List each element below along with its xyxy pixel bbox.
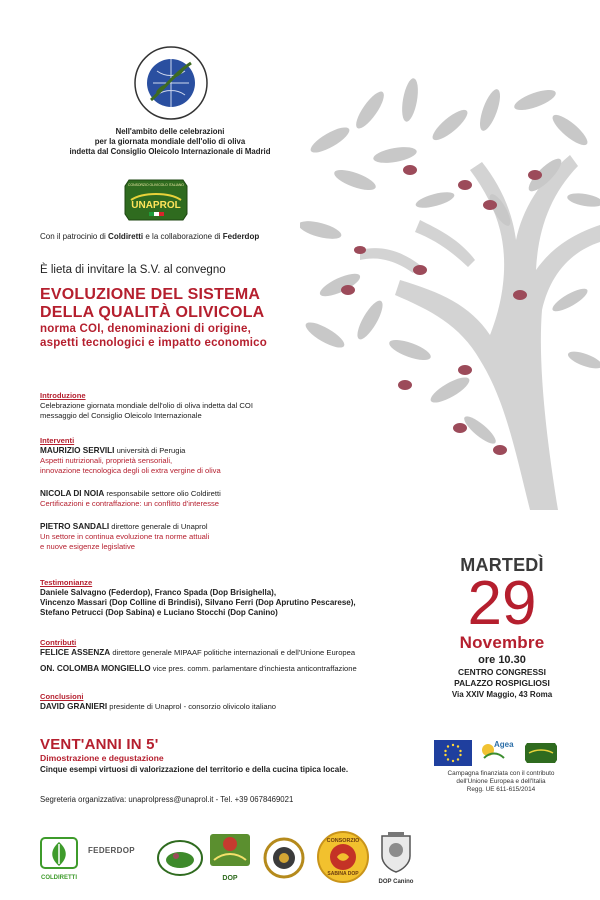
coldiretti-logo [38, 836, 80, 880]
speaker-3-topic-1: Un settore in continua evoluzione tra norme attuali [40, 532, 210, 541]
unaprol-logo-top-text: CONSORZIO OLIVICOLO ITALIANO [128, 183, 184, 187]
header-line-1: Nell'ambito delle celebrazioni [115, 127, 225, 136]
conclusioni-heading: Conclusioni [40, 692, 84, 701]
speaker-2-topic-1: Certificazioni e contraffazione: un conflitto d'interesse [40, 499, 220, 508]
speaker-3-topic-2: e nuove esigenze legislative [40, 542, 135, 551]
consorzio-top-label: CONSORZIO [326, 838, 360, 844]
consorzio-sabina-logo [316, 830, 370, 884]
introduzione-line-1: Celebrazione giornata mondiale dell'olio di oliva indetta dal COI [40, 401, 253, 410]
agea-label: Agea [494, 740, 514, 749]
conclusioni-line [40, 702, 400, 712]
unaprol-small-logo [524, 742, 558, 764]
title-line-2: DELLA QUALITÀ OLIVICOLA [40, 304, 265, 321]
speaker-3-name: PIETRO SANDALI [40, 522, 110, 531]
dop-label: DOP [222, 875, 238, 882]
contributi-heading: Contributi [40, 638, 77, 647]
invite-line: È lieta di invitare la S.V. al convegno [40, 264, 226, 276]
conclusioni-name: DAVID GRANIERI [40, 702, 108, 711]
speaker-2-role: responsabile settore olio Coldiretti [104, 489, 221, 498]
contributo-1-name: FELICE ASSENZA [40, 648, 111, 657]
subtitle-line-2: aspetti tecnologici e impatto economico [40, 337, 267, 349]
contributo-2 [40, 664, 420, 674]
patronage-line [40, 232, 259, 241]
testimonianze-line-3: Stefano Petrucci (Dop Sabina) e Luciano Stocchi (Dop Canino) [40, 608, 278, 617]
introduzione-line-2: messaggio del Consiglio Oleicolo Internazionale [40, 411, 202, 420]
patronage-prefix: Con il patrocinio di [40, 232, 109, 241]
speaker-3-role: direttore generale di Unaprol [109, 522, 208, 531]
subtitle-line-1: norma COI, denominazioni di origine, [40, 323, 252, 335]
event-venue-2: PALAZZO ROSPIGLIOSI [454, 678, 550, 688]
patronage-org-federdop: Federdop [222, 232, 260, 241]
speaker-2-name: NICOLA DI NOIA [40, 489, 105, 498]
dop-brisighella-logo [156, 838, 204, 878]
dop-aprutino-logo [262, 836, 306, 880]
contributo-1-role: direttore generale MIPAAF politiche internazionali e dell'Unione Europea [110, 648, 356, 657]
consorzio-bottom-label: SABINA DOP [327, 871, 359, 877]
conclusioni-role: presidente di Unaprol - consorzio olivicolo italiano [107, 702, 277, 711]
patronage-org-coldiretti: Coldiretti [108, 232, 144, 241]
ventanni-description: Cinque esempi virtuosi di valorizzazione del territorio e della cucina tipica locale. [40, 765, 349, 774]
speaker-3 [40, 522, 360, 532]
ventanni-subtitle: Dimostrazione e degustazione [40, 753, 164, 763]
dop-canino-label: DOP Canino [378, 879, 414, 885]
event-time: ore 10.30 [478, 654, 526, 666]
interventi-heading: Interventi [40, 436, 75, 445]
contributo-2-role: vice pres. comm. parlamentare d'inchiesta anticontraffazione [150, 664, 357, 673]
testimonianze-line-1: Daniele Salvagno (Federdop), Franco Spada (Dop Brisighella), [40, 588, 277, 597]
funding-line-1: Campagna finanziata con il contributo [447, 770, 555, 777]
introduzione-heading: Introduzione [40, 391, 86, 400]
speaker-1-topic-1: Aspetti nutrizionali, proprietà sensoriali, [40, 456, 173, 465]
dop-canino-logo [374, 830, 418, 886]
header-line-3: indetta dal Consiglio Oleicolo Internazionale di Madrid [69, 147, 271, 156]
unaprol-logo-name: UNAPROL [131, 200, 181, 211]
funding-line-3: Regg. UE 611-615/2014 [466, 786, 536, 793]
funding-line-2: dell'Unione Europea e dell'Italia [456, 778, 546, 785]
event-month: Novembre [459, 633, 545, 652]
event-address: Via XXIV Maggio, 43 Roma [451, 690, 553, 699]
coi-globe-logo [133, 45, 209, 121]
event-venue-1: CENTRO CONGRESSI [458, 667, 546, 677]
segreteria-line: Segreteria organizzativa: unaprolpress@unaprol.it - Tel. +39 0678469021 [40, 795, 294, 804]
header-line-2: per la giornata mondiale dell'olio di oliva [94, 137, 246, 146]
event-weekday: MARTEDÌ [460, 555, 544, 575]
title-line-1: EVOLUZIONE DEL SISTEMA [40, 286, 261, 303]
speaker-2 [40, 489, 360, 499]
contributo-1 [40, 648, 420, 658]
contributo-2-name: ON. COLOMBA MONGIELLO [40, 664, 151, 673]
dop-colline-brindisi-logo [208, 830, 252, 884]
coldiretti-label: COLDIRETTI [41, 875, 77, 881]
speaker-1 [40, 446, 360, 456]
federdop-logo: FEDERDOP [88, 846, 135, 855]
speaker-1-topic-2: innovazione tecnologica degli oli extra vergine di oliva [40, 466, 221, 475]
event-day: 29 [467, 569, 537, 638]
speaker-1-name: MAURIZIO SERVILI [40, 446, 115, 455]
testimonianze-heading: Testimonianze [40, 578, 93, 587]
unaprol-logo [123, 178, 189, 222]
agea-logo [480, 738, 520, 768]
eu-flag-logo [434, 740, 472, 766]
testimonianze-line-2: Vincenzo Massari (Dop Colline di Brindisi), Silvano Ferri (Dop Aprutino Pescarese), [40, 598, 356, 607]
speaker-1-role: università di Perugia [114, 446, 186, 455]
ventanni-title: VENT'ANNI IN 5' [40, 736, 159, 753]
patronage-middle: e la collaborazione di [143, 232, 223, 241]
